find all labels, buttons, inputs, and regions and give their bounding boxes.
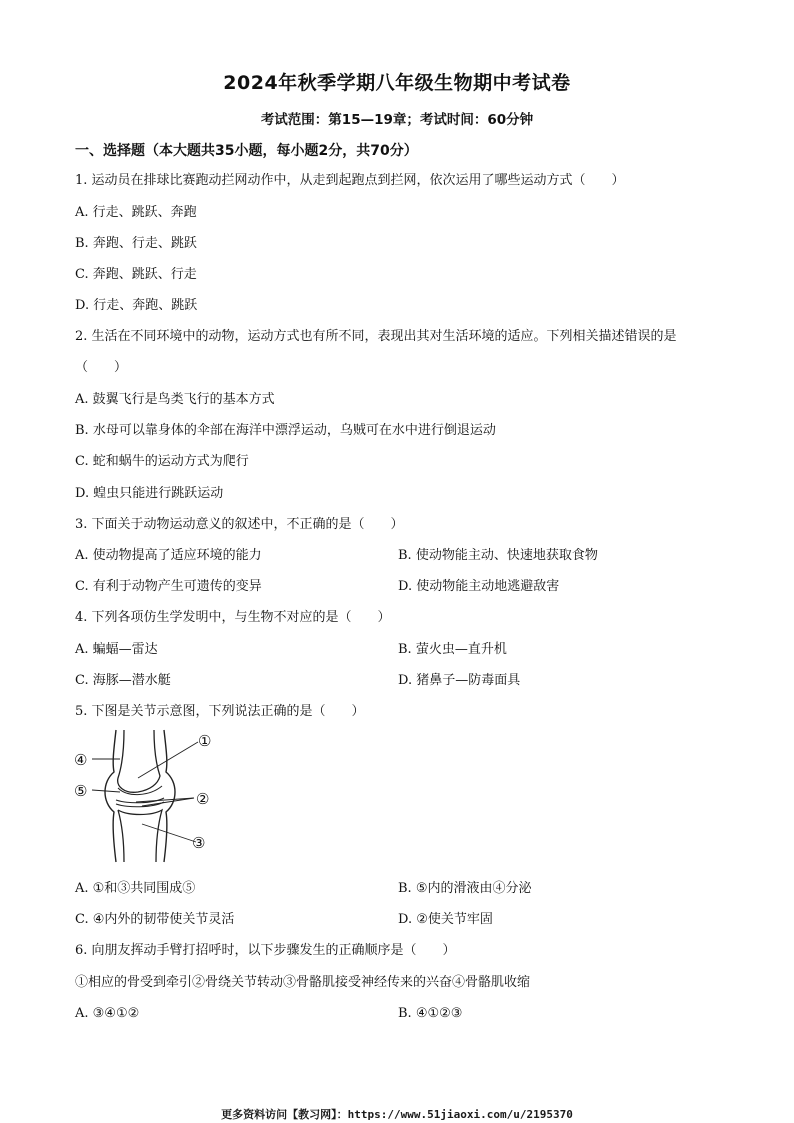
joint-diagram — [72, 728, 222, 864]
question-1-option-b: B. 奔跑、行走、跳跃 — [75, 236, 197, 251]
footer-link[interactable]: 更多资料访问【教习网】：https://www.51jiaoxi.com/u/2195370 — [221, 1108, 573, 1121]
upper-bone — [118, 730, 160, 792]
question-6-option-a: A. ③④①② — [75, 1006, 140, 1021]
question-6-option-b: B. ④①②③ — [398, 1006, 463, 1021]
label-5: ⑤ — [74, 782, 88, 800]
label-line-1 — [138, 742, 198, 778]
question-1-option-c: C. 奔跑、跳跃、行走 — [75, 267, 197, 282]
question-5-option-d: D. ②使关节牢固 — [398, 912, 493, 927]
question-4-option-a: A. 蝙蝠—雷达 — [75, 642, 158, 657]
question-2-option-c: C. 蛇和蜗牛的运动方式为爬行 — [75, 454, 249, 469]
lower-bone — [118, 810, 162, 862]
question-3-option-d: D. 使动物能主动地逃避敌害 — [398, 579, 560, 594]
question-1-option-d: D. 行走、奔跑、跳跃 — [75, 298, 198, 313]
question-4-option-c: C. 海豚—潜水艇 — [75, 673, 171, 688]
label-line-3 — [142, 824, 196, 842]
question-5-stem: 5. 下图是关节示意图，下列说法正确的是（ ） — [75, 704, 365, 719]
question-2-option-b: B. 水母可以靠身体的伞部在海洋中漂浮运动，乌贼可在水中进行倒退运动 — [75, 423, 496, 438]
exam-subtitle: 考试范围：第15—19章；考试时间：60分钟 — [260, 112, 534, 128]
question-1-option-a: A. 行走、跳跃、奔跑 — [75, 205, 197, 220]
label-line-2a — [136, 798, 194, 802]
question-3-stem: 3. 下面关于动物运动意义的叙述中，不正确的是（ ） — [75, 517, 404, 532]
question-5-option-a: A. ①和③共同围成⑤ — [75, 881, 196, 896]
question-4-stem: 4. 下列各项仿生学发明中，与生物不对应的是（ ） — [75, 610, 391, 625]
label-line-5 — [92, 790, 120, 792]
question-4-option-d: D. 猪鼻子—防毒面具 — [398, 673, 521, 688]
label-1: ① — [198, 732, 212, 750]
question-5-option-c: C. ④内外的韧带使关节灵活 — [75, 912, 235, 927]
section-heading: 一、选择题（本大题共35小题，每小题2分，共70分） — [75, 143, 418, 159]
label-2: ② — [196, 790, 210, 808]
question-4-option-b: B. 萤火虫—直升机 — [398, 642, 507, 657]
label-3: ③ — [192, 834, 206, 852]
joint-capsule-left — [105, 730, 116, 862]
question-3-option-c: C. 有利于动物产生可遗传的变异 — [75, 579, 262, 594]
question-2-option-a: A. 鼓翼飞行是鸟类飞行的基本方式 — [75, 392, 275, 407]
question-6-steps: ①相应的骨受到牵引②骨绕关节转动③骨骼肌接受神经传来的兴奋④骨骼肌收缩 — [75, 975, 531, 990]
question-3-option-a: A. 使动物提高了适应环境的能力 — [75, 548, 262, 563]
joint-capsule-right — [164, 730, 175, 862]
question-5-option-b: B. ⑤内的滑液由④分泌 — [398, 881, 532, 896]
exam-title: 2024年秋季学期八年级生物期中考试卷 — [223, 72, 571, 94]
question-2-stem: 2. 生活在不同环境中的动物，运动方式也有所不同，表现出其对生活环境的适应。下列相关描述错误的是 — [75, 329, 677, 344]
question-3-option-b: B. 使动物能主动、快速地获取食物 — [398, 548, 598, 563]
label-4: ④ — [74, 751, 88, 769]
question-2-stem-bracket: （ ） — [75, 360, 128, 375]
question-1-stem: 1. 运动员在排球比赛跑动拦网动作中，从走到起跑点到拦网，依次运用了哪些运动方式（ ） — [75, 173, 625, 188]
question-2-option-d: D. 蝗虫只能进行跳跃运动 — [75, 486, 224, 501]
question-6-stem: 6. 向朋友挥动手臂打招呼时，以下步骤发生的正确顺序是（ ） — [75, 943, 456, 958]
